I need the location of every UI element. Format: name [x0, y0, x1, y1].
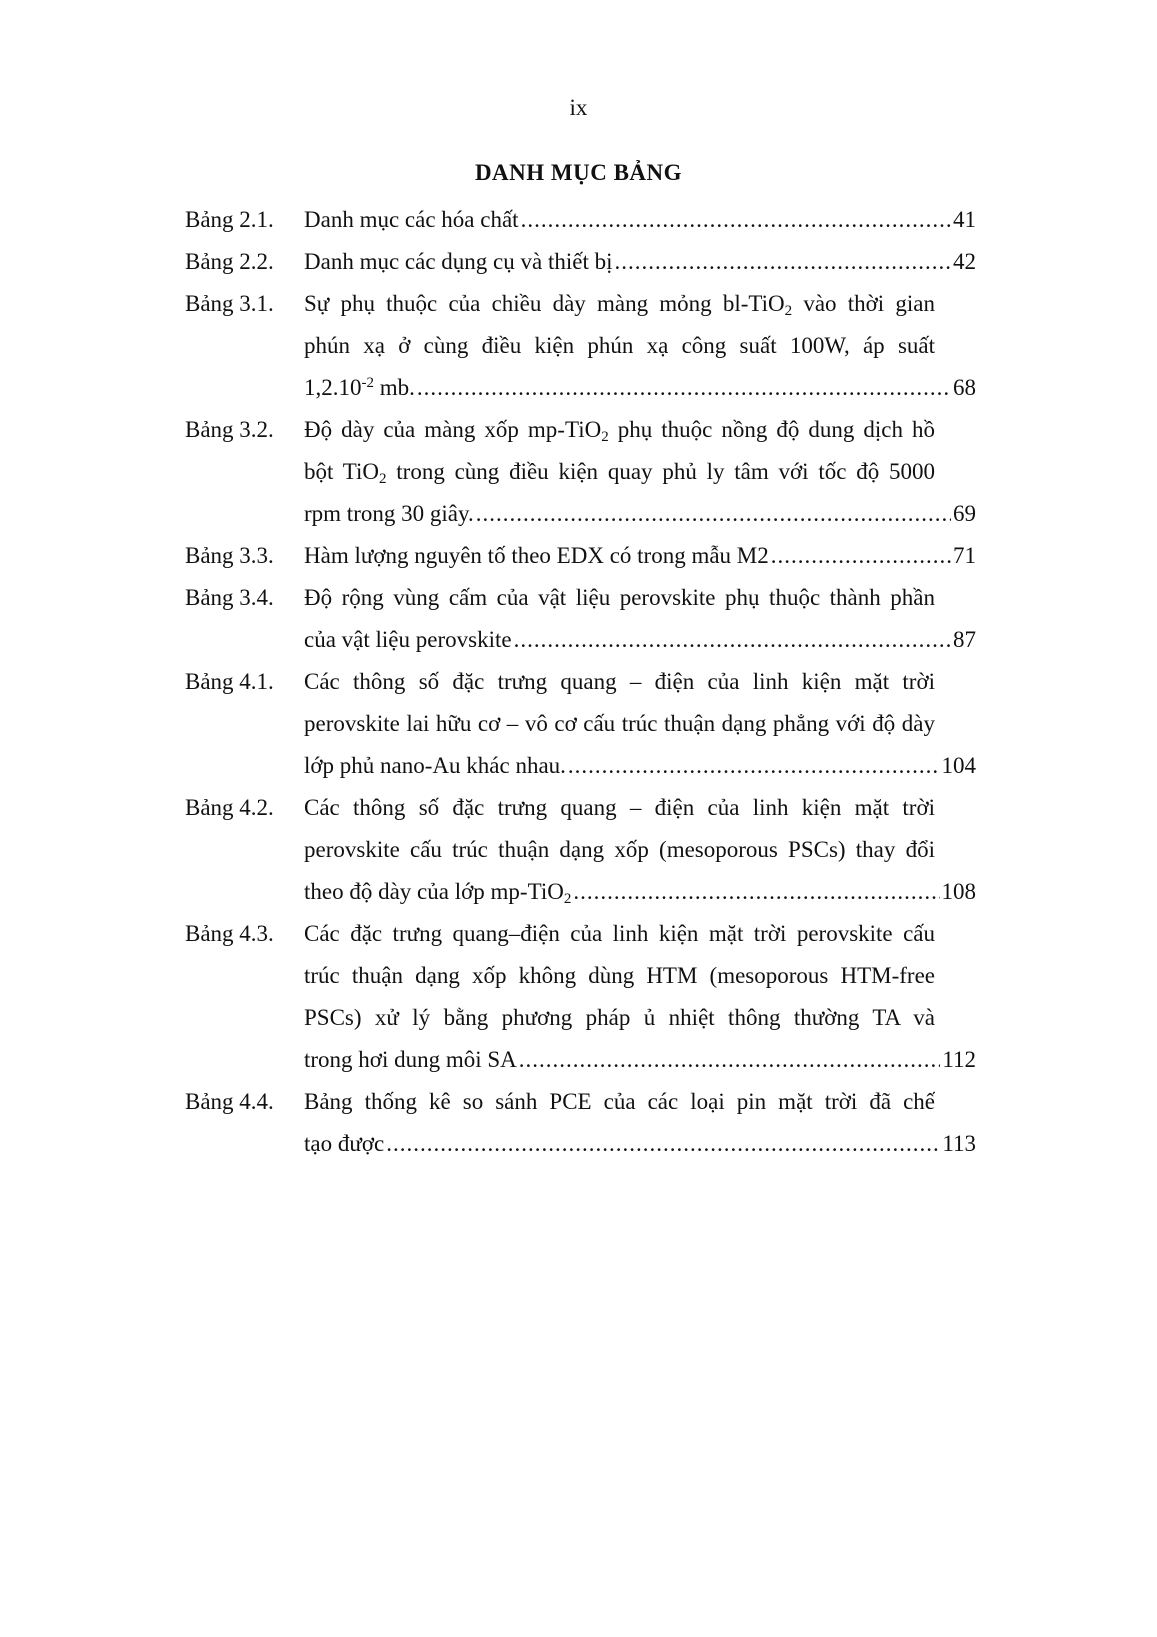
table-label: Bảng 2.2.	[185, 249, 274, 274]
toc-entry-line	[0, 997, 1157, 1039]
page-number: ix	[569, 95, 588, 120]
table-caption-end: Danh mục các hóa chất	[304, 207, 519, 232]
dot-leader	[573, 871, 939, 913]
toc-entry-line	[0, 745, 1157, 787]
table-label: Bảng 4.1.	[185, 669, 274, 694]
page-reference[interactable]: 68	[953, 375, 976, 400]
dot-leader	[476, 493, 951, 535]
toc-entry	[0, 283, 1157, 409]
page-reference[interactable]: 41	[953, 207, 976, 232]
page-reference[interactable]: 108	[941, 879, 976, 904]
toc-entry	[0, 241, 1157, 283]
toc-entry-line	[0, 283, 1157, 325]
toc-entry-line	[0, 913, 1157, 955]
dot-leader	[519, 1039, 941, 1081]
table-caption-last-line	[304, 1123, 976, 1165]
page-title: DANH MỤC BẢNG	[474, 160, 683, 185]
table-label: Bảng 4.2.	[185, 795, 274, 820]
table-caption-last-line	[304, 535, 976, 577]
table-caption-line: PSCs) xử lý bằng phương pháp ủ nhiệt thông thường TA và	[304, 1005, 935, 1030]
page-reference[interactable]: 112	[942, 1047, 976, 1072]
toc-entry	[0, 535, 1157, 577]
page-reference[interactable]: 104	[941, 753, 976, 778]
toc-entry-line	[0, 1081, 1157, 1123]
table-caption-line: Độ dày của màng xốp mp-TiO$_2$ phụ thuộc nồng độ dung dịch hồ	[304, 417, 935, 445]
table-label: Bảng 2.1.	[185, 207, 274, 232]
table-label: Bảng 3.3.	[185, 543, 274, 568]
toc-entry-line	[0, 1123, 1157, 1165]
toc-entry-line	[0, 367, 1157, 409]
table-caption-end: lớp phủ nano-Au khác nhau.	[304, 753, 566, 778]
toc-entry-line	[0, 871, 1157, 913]
table-label: Bảng 3.2.	[185, 417, 274, 442]
table-label: Bảng 3.1.	[185, 291, 274, 316]
table-caption-line: perovskite lai hữu cơ – vô cơ cấu trúc thuận dạng phẳng với độ dày	[304, 711, 935, 736]
dot-leader	[514, 619, 951, 661]
toc-entry-line	[0, 829, 1157, 871]
table-caption-end: của vật liệu perovskite	[304, 627, 512, 652]
table-caption-line: perovskite cấu trúc thuận dạng xốp (mesoporous PSCs) thay đổi	[304, 837, 935, 862]
table-caption-last-line	[304, 493, 976, 535]
toc-entry	[0, 199, 1157, 241]
dot-leader	[568, 745, 940, 787]
table-list	[0, 199, 1157, 1165]
table-caption-line: Các thông số đặc trưng quang – điện của linh kiện mặt trời	[304, 795, 935, 820]
table-caption-end: Hàm lượng nguyên tố theo EDX có trong mẫu M2	[304, 543, 769, 568]
toc-entry-line	[0, 493, 1157, 535]
toc-entry-line	[0, 661, 1157, 703]
table-caption-end: rpm trong 30 giây.	[304, 501, 474, 526]
page-reference[interactable]: 87	[953, 627, 976, 652]
toc-entry-line	[0, 451, 1157, 493]
toc-entry	[0, 913, 1157, 1081]
table-caption-last-line	[304, 745, 976, 787]
table-caption-line: bột TiO$_2$ trong cùng điều kiện quay phủ ly tâm với tốc độ 5000	[304, 459, 935, 487]
toc-entry-line	[0, 703, 1157, 745]
dot-leader	[417, 367, 951, 409]
dot-leader	[614, 241, 951, 283]
toc-entry-line	[0, 325, 1157, 367]
toc-entry	[0, 577, 1157, 661]
table-caption-end: tạo được	[304, 1131, 385, 1156]
page-reference[interactable]: 113	[942, 1131, 976, 1156]
table-label: Bảng 3.4.	[185, 585, 274, 610]
toc-entry-line	[0, 1039, 1157, 1081]
table-caption-end: $1,2.10^{-2}$ mb.	[304, 375, 415, 400]
table-label: Bảng 4.3.	[185, 921, 274, 946]
dot-leader	[386, 1123, 940, 1165]
toc-entry-line	[0, 787, 1157, 829]
table-caption-last-line	[304, 619, 976, 661]
toc-entry-line	[0, 955, 1157, 997]
dot-leader	[771, 535, 951, 577]
table-caption-last-line	[304, 1039, 976, 1081]
table-caption-last-line	[304, 367, 976, 409]
table-caption-line: Sự phụ thuộc của chiều dày màng mỏng bl-TiO$_2$ vào thời gian	[304, 291, 935, 319]
table-caption-last-line	[304, 199, 976, 241]
toc-entry-line	[0, 535, 1157, 577]
dot-leader	[521, 199, 951, 241]
toc-entry-line	[0, 577, 1157, 619]
table-label: Bảng 4.4.	[185, 1089, 274, 1114]
toc-entry-line	[0, 619, 1157, 661]
page-reference[interactable]: 71	[953, 543, 976, 568]
toc-entry-line	[0, 409, 1157, 451]
table-caption-line: Các thông số đặc trưng quang – điện của linh kiện mặt trời	[304, 669, 935, 694]
table-caption-line: Các đặc trưng quang–điện của linh kiện mặt trời perovskite cấu	[304, 921, 935, 946]
toc-entry	[0, 661, 1157, 787]
table-caption-line: trúc thuận dạng xốp không dùng HTM (mesoporous HTM-free	[304, 963, 935, 988]
page-reference[interactable]: 69	[953, 501, 976, 526]
table-caption-line: phún xạ ở cùng điều kiện phún xạ công suất 100W, áp suất	[304, 333, 935, 358]
table-caption-end: theo độ dày của lớp mp-TiO$_2$	[304, 879, 572, 907]
toc-entry-line	[0, 199, 1157, 241]
toc-entry	[0, 409, 1157, 535]
toc-entry	[0, 787, 1157, 913]
table-caption-end: trong hơi dung môi SA	[304, 1047, 517, 1072]
table-caption-line: Độ rộng vùng cấm của vật liệu perovskite phụ thuộc thành phần	[304, 585, 935, 610]
toc-entry	[0, 1081, 1157, 1165]
table-caption-last-line	[304, 241, 976, 283]
page-reference[interactable]: 42	[953, 249, 976, 274]
table-caption-end: Danh mục các dụng cụ và thiết bị	[304, 249, 613, 274]
table-caption-line: Bảng thống kê so sánh PCE của các loại pin mặt trời đã chế	[304, 1089, 935, 1114]
table-caption-last-line	[304, 871, 976, 913]
toc-entry-line	[0, 241, 1157, 283]
